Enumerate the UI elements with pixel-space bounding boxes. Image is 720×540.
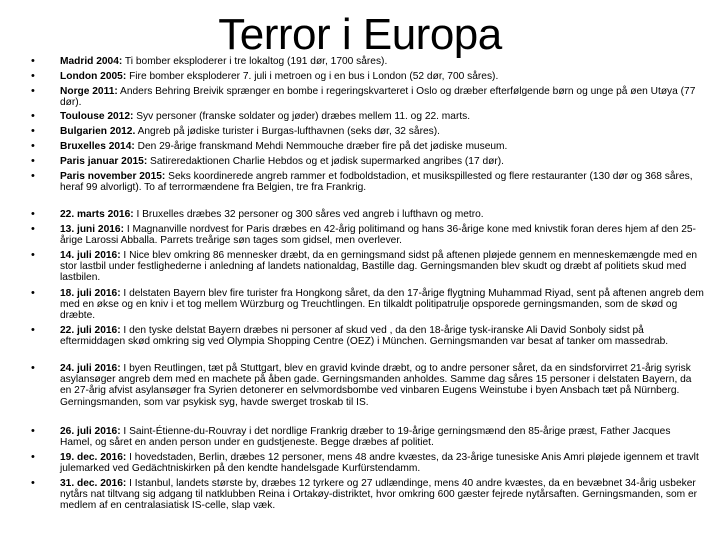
- item-text: I Bruxelles dræbes 32 personer og 300 såres ved angreb i lufthavn og metro.: [133, 209, 484, 220]
- slide-title: Terror i Europa: [218, 10, 502, 59]
- list-item: [60, 224, 705, 246]
- item-label: 22. marts 2016:: [60, 209, 134, 220]
- item-label: Paris november 2015:: [60, 171, 166, 182]
- item-text: I hovedstaden, Berlin, dræbes 12 personer, mens 48 andre kvæstes, da 23-årige tunesiske Anis Amri pløjede igennem et travlt julemarked ved Gedächtniskirken på den kendte handelsgade Kurfürstendamm.: [60, 452, 699, 475]
- item-text: Ti bomber eksploderer i tre lokaltog (191 dør, 1700 såres).: [122, 56, 388, 67]
- item-text: Seks koordinerede angreb rammer et fodboldstadion, et musikspillested og flere restauranter (130 dør og 368 såres, heraf 99 alvorligt). To af terrormændene fra Belgien, tre fra Frankrig.: [60, 171, 693, 194]
- item-label: 22. juli 2016:: [60, 325, 121, 336]
- list-item: [60, 56, 705, 67]
- item-label: 31. dec. 2016:: [60, 478, 127, 489]
- item-label: London 2005:: [60, 71, 127, 82]
- list-item: [60, 325, 705, 347]
- item-label: Paris januar 2015:: [60, 156, 148, 167]
- item-text: Satireredaktionen Charlie Hebdos og et jødisk supermarked angribes (17 dør).: [147, 156, 504, 167]
- list-item: [60, 250, 705, 284]
- list-item: [60, 111, 705, 122]
- item-label: Madrid 2004:: [60, 56, 123, 67]
- item-text: Den 29-årige franskmand Mehdi Nemmouche dræber fire på det jødiske museum.: [134, 141, 508, 152]
- item-text: I Istanbul, landets største by, dræbes 12 tyrkere og 27 udlændinge, mens 40 andre kvæstes, da en bevæbnet 34-årig usbeker nytårs nat tiltvang sig adgang til natklubben Reina i Ortakøy-distriktet, hvor omkring 600 gæster fejrede nytårsaften. Gerningsmanden, som er medlem af en centralasiatisk IS-celle, slap væk.: [60, 478, 698, 512]
- item-text: I Magnanville nordvest for Paris dræbes en 42-årig politimand og hans 36-årige kone med knivstik foran deres hjem af den 25-årige Larossi Abballa. Parrets treårige søn tages som gidsel, men overlever.: [60, 224, 696, 247]
- list-item: [60, 363, 705, 408]
- item-label: Norge 2011:: [60, 86, 118, 97]
- list-item: [60, 71, 705, 82]
- list-item: [60, 452, 705, 474]
- item-label: 19. dec. 2016:: [60, 452, 127, 463]
- item-text: Syv personer (franske soldater og jøder) dræbes mellem 11. og 22. marts.: [133, 111, 471, 122]
- item-label: Toulouse 2012:: [60, 111, 134, 122]
- item-text: I Saint-Étienne-du-Rouvray i det nordlige Frankrig dræber to 19-årige gerningsmænd den 85-årige præst, Father Jacques Hamel, og såret en anden person under en gudstjeneste. Begge dræbes af politiet.: [60, 426, 671, 449]
- item-text: I delstaten Bayern blev fire turister fra Hongkong såret, da den 17-årige flygtning Muhammad Riyad, sent på aftenen angreb dem med en økse og en kniv i et tog mellem Würzburg og Treuchtlingen. En tilkaldt politipatrulje opsporede gerningsmanden, som de skød og dræbte.: [60, 288, 704, 322]
- item-label: 13. juni 2016:: [60, 224, 124, 235]
- list-item: [60, 126, 705, 137]
- item-label: 26. juli 2016:: [60, 426, 121, 437]
- item-label: 24. juli 2016:: [60, 363, 121, 374]
- item-text: I den tyske delstat Bayern dræbes ni personer af skud ved , da den 18-årige tysk-iranske Ali David Sonboly sidst på eftermiddagen skød omkring sig ved Olympia Shopping Centre (OEZ) i München. Gerningsmanden var besat af tanker om massedrab.: [60, 325, 669, 348]
- item-label: Bruxelles 2014:: [60, 141, 135, 152]
- item-text: I byen Reutlingen, tæt på Stuttgart, blev en gravid kvinde dræbt, og to andre personer såret, da en sindsforvirret 21-årig syrisk asylansøger angreb dem med en machete på åben gade. Gerningsmanden anholdes. Samme dag såres 15 personer i delstaten Bayern, da en 27-årig afvist asylansøger fra Syrien detonerer en selvmordsbombe ved vinbaren Eugens Weinstube i byen Ansbach tæt på Nürnberg. Gerningsmanden, som var psykisk syg, havde swerget troskab til IS.: [60, 363, 692, 408]
- list-item: [60, 209, 705, 220]
- list-item: [60, 478, 705, 512]
- item-label: Bulgarien 2012.: [60, 126, 136, 137]
- item-text: Fire bomber eksploderer 7. juli i metroen og i en bus i London (52 dør, 700 såres).: [126, 71, 499, 82]
- item-text: Anders Behring Breivik sprænger en bombe i regeringskvarteret i Oslo og dræber efterfølgende børn og unge på øen Utøya (77 dør).: [60, 86, 696, 109]
- list-item: [60, 288, 705, 322]
- list-item: [60, 86, 705, 108]
- list-item: [60, 156, 705, 167]
- item-label: 18. juli 2016:: [60, 288, 121, 299]
- item-text: Angreb på jødiske turister i Burgas-lufthavnen (seks dør, 32 såres).: [135, 126, 440, 137]
- item-label: 14. juli 2016:: [60, 250, 121, 261]
- item-text: I Nice blev omkring 86 mennesker dræbt, da en gerningsmand sidst på aftenen pløjede gennem en menneskemængde med en stor lastbil under festlighederne i anledning af landets nationaldag, Bastille dag. Gerningsmanden blev skudt og dræbt af politiets skud med lastbilen.: [60, 250, 698, 284]
- list-item: [60, 141, 705, 152]
- list-item: [60, 426, 705, 448]
- list-item: [60, 171, 705, 193]
